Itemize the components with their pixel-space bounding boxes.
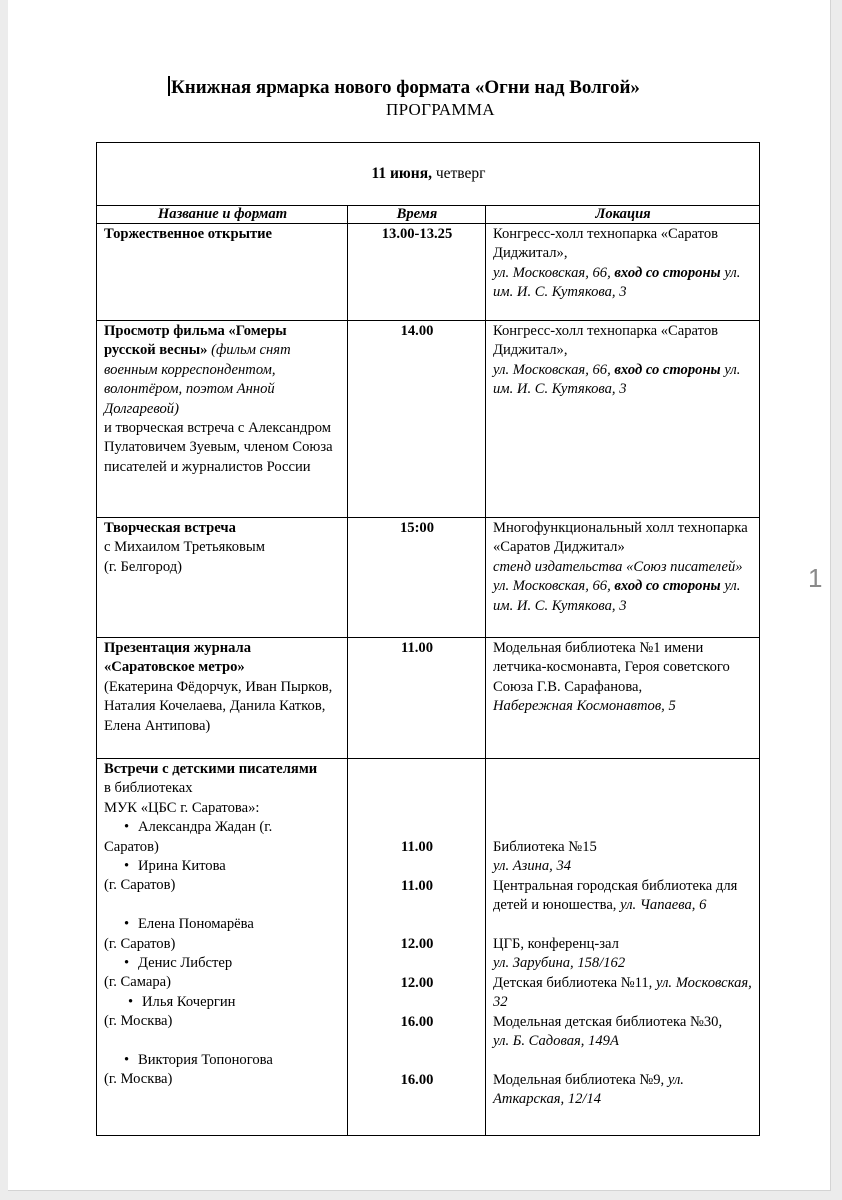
event-title: Презентация журнала «Саратовское метро» (104, 640, 252, 676)
venue-text: Модельная детская библиотека №30, (493, 1013, 723, 1030)
document-title-text: Книжная ярмарка нового формата «Огни над Волгой» (171, 77, 640, 98)
spacer (493, 779, 753, 798)
address-text: ул. Московская, 66, (493, 361, 611, 378)
venue-text: Модельная библиотека №9, (493, 1071, 665, 1088)
venue-text: Конгресс-холл технопарка «Саратов Диджитал», (493, 226, 719, 262)
writer-location (493, 838, 753, 877)
writer-name: Ирина Китова (138, 858, 226, 875)
document-page (8, 0, 831, 1191)
list-item (104, 1051, 341, 1090)
event-title: Просмотр фильма «Гомеры русской весны» (104, 323, 287, 359)
writer-name: Денис Либстер (138, 955, 233, 972)
spacer (493, 818, 753, 837)
bullet-icon: • (124, 819, 130, 836)
event-note: (фильм снят военным корреспондентом, волонтёром, поэтом Анной Долгаревой) (104, 342, 291, 417)
address-text: ул. Азина, 34 (493, 857, 572, 874)
writer-location (493, 935, 753, 974)
writer-city: (г. Москва) (104, 1071, 173, 1088)
event-intro: в библиотеках (104, 780, 193, 797)
event-time: 13.00-13.25 (348, 224, 486, 321)
event-name-cell (97, 224, 348, 321)
table-row (97, 638, 760, 759)
stand-text: стенд издательства «Союз писателей» (493, 558, 743, 575)
spacer (493, 760, 753, 779)
event-time: 11.00 (348, 638, 486, 759)
spacer (355, 760, 479, 779)
writer-name: Александра Жадан (г. (138, 819, 273, 836)
writer-city: (г. Саратов) (104, 935, 176, 952)
writer-time: 16.00 (400, 1013, 434, 1030)
table-row (97, 224, 760, 321)
venue-text: Детская библиотека №11, (493, 974, 653, 991)
table-row (97, 518, 760, 638)
address-text: ул. Аткарская, 12/14 (493, 1071, 684, 1107)
event-time: 15:00 (348, 518, 486, 638)
spacer (104, 896, 341, 915)
spacer (355, 818, 479, 837)
address-bold-text: вход со стороны (614, 361, 721, 378)
spacer (104, 1032, 341, 1051)
address-text: ул. им. И. С. Кутякова, 3 (493, 264, 741, 301)
writer-location (493, 1013, 753, 1071)
event-time: 14.00 (348, 321, 486, 518)
list-item (104, 857, 341, 896)
column-header-time: Время (348, 206, 486, 224)
writer-location (493, 974, 753, 1013)
event-city: (г. Белгород) (104, 558, 183, 575)
venue-text: Библиотека №15 (493, 838, 597, 855)
writer-city: (г. Самара) (104, 974, 171, 991)
program-table (96, 142, 760, 1136)
writer-location (493, 1071, 753, 1110)
address-bold-text: вход со стороны (614, 264, 721, 281)
writer-time: 12.00 (400, 935, 434, 952)
venue-text: ЦГБ, конференц-зал (493, 935, 619, 952)
writer-location (493, 877, 753, 935)
list-item (104, 993, 341, 1032)
event-location-cell (486, 321, 760, 518)
bullet-icon: • (124, 916, 130, 933)
address-text: ул. им. И. С. Кутякова, 3 (493, 578, 741, 614)
event-authors: (Екатерина Фёдорчук, Иван Пырков, Наталия Кочелаева, Данила Катков, Елена Антипова) (104, 678, 333, 734)
column-header-location: Локация (486, 206, 760, 224)
table-row (97, 759, 760, 1136)
event-location-cell (486, 759, 760, 1136)
list-item (104, 818, 341, 857)
event-description: и творческая встреча с Александром Пулатовичем Зуевым, членом Союза писателей и журналистов России (104, 420, 333, 475)
address-text: ул. Московская, 66, (493, 264, 611, 281)
venue-text: Центральная городская библиотека для детей и юношества, (493, 877, 738, 913)
writer-name: Виктория Топоногова (138, 1052, 273, 1069)
event-name-cell (97, 518, 348, 638)
event-name-cell (97, 321, 348, 518)
writer-name: Елена Пономарёва (138, 916, 254, 933)
page-number: 1 (808, 563, 823, 593)
column-header-name: Название и формат (97, 206, 348, 224)
writer-city: Саратов) (104, 838, 159, 855)
event-guest: с Михаилом Третьяковым (104, 539, 265, 556)
event-name-cell (97, 759, 348, 1136)
address-text: ул. Московская, 32 (493, 974, 752, 1010)
event-location-cell (486, 224, 760, 321)
document-title (168, 76, 748, 99)
date-row (97, 143, 760, 206)
address-text: ул. Московская, 66, (493, 578, 611, 595)
table-row (97, 321, 760, 518)
writer-time: 11.00 (400, 877, 434, 894)
spacer (355, 799, 479, 818)
address-text: ул. Чапаева, 6 (620, 896, 707, 913)
address-bold-text: вход со стороны (614, 578, 721, 595)
event-location-cell (486, 638, 760, 759)
event-title: Торжественное открытие (104, 226, 273, 242)
spacer (493, 799, 753, 818)
list-item (104, 954, 341, 993)
spacer (355, 779, 479, 798)
bullet-icon: • (128, 993, 134, 1010)
address-text: Набережная Космонавтов, 5 (493, 698, 676, 715)
weekday-text: четверг (435, 165, 486, 183)
bullet-icon: • (124, 955, 130, 972)
bullet-icon: • (124, 1052, 130, 1069)
document-subtitle: ПРОГРАММА (386, 100, 495, 119)
venue-text: Конгресс-холл технопарка «Саратов Диджитал», (493, 323, 719, 359)
event-location-cell (486, 518, 760, 638)
writer-name: Илья Кочергин (142, 993, 236, 1010)
event-name-cell (97, 638, 348, 759)
writer-time: 12.00 (400, 974, 434, 991)
writer-city: (г. Саратов) (104, 877, 176, 894)
date-cell (97, 143, 760, 206)
writer-time: 16.00 (400, 1071, 434, 1088)
venue-text: Многофункциональный холл технопарка «Саратов Диджитал» (493, 520, 748, 556)
event-title: Творческая встреча (104, 520, 236, 536)
venue-text: Модельная библиотека №1 имени летчика-космонавта, Героя советского Союза Г.В. Сарафанова, (493, 640, 730, 695)
event-time-cell (348, 759, 486, 1136)
writer-time: 11.00 (400, 838, 434, 855)
list-item (104, 915, 341, 954)
event-title: Встречи с детскими писателями (104, 761, 318, 777)
header-row (97, 206, 760, 224)
date-text: 11 июня, (371, 165, 432, 183)
event-intro: МУК «ЦБС г. Саратова»: (104, 799, 260, 816)
address-text: ул. Зарубина, 158/162 (493, 954, 626, 971)
text-cursor (168, 76, 170, 96)
writer-city: (г. Москва) (104, 1013, 173, 1030)
address-text: ул. им. И. С. Кутякова, 3 (493, 361, 741, 398)
address-text: ул. Б. Садовая, 149А (493, 1032, 619, 1049)
bullet-icon: • (124, 858, 130, 875)
